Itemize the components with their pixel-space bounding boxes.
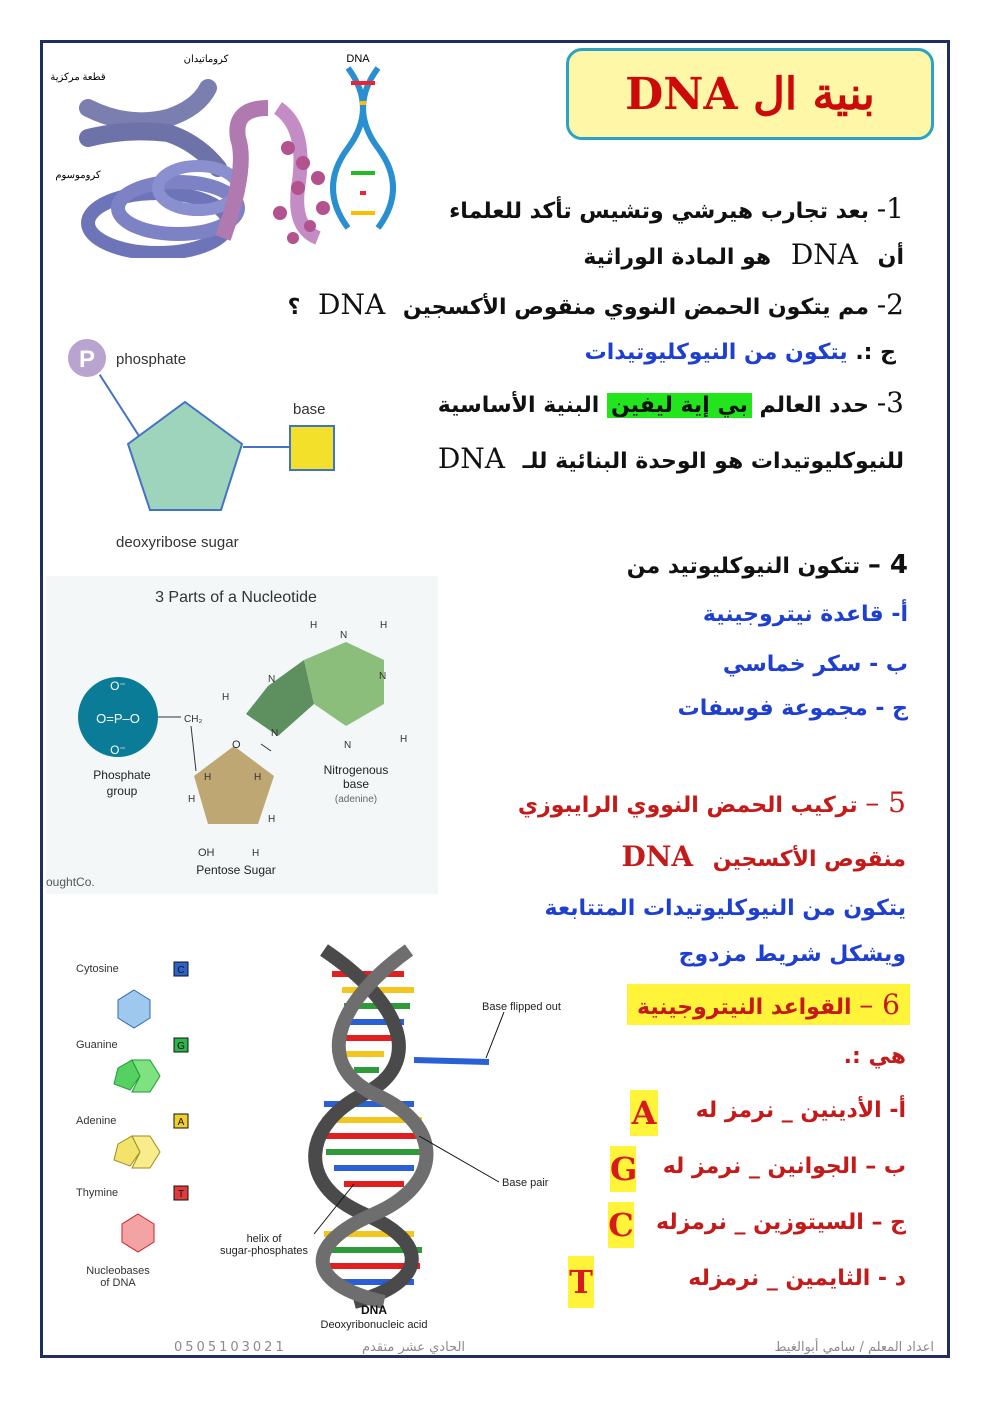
nitrogenous-base-sub: (adenine) bbox=[334, 794, 378, 805]
q5-line3: يتكون من النيوكليوتيدات المتتابعة bbox=[544, 896, 906, 921]
dna-helix-figure bbox=[204, 944, 594, 1339]
label-dna-top: DNA bbox=[346, 53, 370, 65]
base-square bbox=[290, 426, 334, 470]
q3-line1 bbox=[438, 386, 904, 419]
guanine-label: Guanine bbox=[76, 1039, 118, 1051]
cytosine-label: Cytosine bbox=[76, 963, 119, 975]
footer-grade: الحادي عشر متقدم bbox=[362, 1340, 466, 1355]
q5-line4: ويشكل شريط مزدوج bbox=[678, 942, 906, 967]
sugar-h2: H bbox=[254, 772, 262, 783]
base-nh2-h1: H bbox=[310, 620, 318, 631]
q6-item-d: د - الثايمين _ نرمزله bbox=[688, 1266, 906, 1291]
base-nh2-n: N bbox=[340, 630, 348, 641]
nucleobases-figure bbox=[66, 956, 196, 1296]
nitrogenous-base-label: Nitrogenous bbox=[323, 763, 389, 777]
phosphate-o-top: O⁻ bbox=[110, 679, 126, 693]
sugar-h1: H bbox=[204, 772, 212, 783]
q3-text-a: حدد العالم bbox=[759, 393, 870, 418]
letter-a: A bbox=[630, 1090, 658, 1136]
title-box bbox=[566, 48, 934, 140]
base-ring-5 bbox=[246, 660, 314, 736]
q1-line2 bbox=[583, 238, 904, 271]
backbone-label2: sugar-phosphates bbox=[219, 1245, 309, 1257]
sugar-label: deoxyribose sugar bbox=[116, 534, 239, 551]
q6-item-a: أ- الأدينين _ نرمز له bbox=[695, 1098, 906, 1123]
c-box-label: C bbox=[177, 965, 185, 976]
nucleobases-caption2: of DNA bbox=[100, 1277, 136, 1289]
q2-line bbox=[288, 288, 904, 321]
base-h2: H bbox=[400, 734, 408, 745]
a-box-label: A bbox=[177, 1117, 185, 1128]
simple-nucleotide-figure bbox=[58, 332, 358, 557]
q1-line1 bbox=[449, 192, 904, 225]
phosphate-group-label2: group bbox=[106, 784, 138, 798]
q2-answer-line bbox=[585, 340, 896, 365]
helix-subtitle: Deoxyribonucleic acid bbox=[320, 1319, 428, 1331]
q4-num: 4 – bbox=[867, 550, 908, 580]
q6-item-b: ب – الجوانين _ نرمز له bbox=[662, 1154, 906, 1179]
phosphate-group-label: Phosphate bbox=[93, 768, 151, 782]
q3-scientist-name: بي إية ليفين bbox=[607, 393, 752, 418]
dna-helix-mini bbox=[333, 68, 393, 228]
q5-line1 bbox=[518, 786, 906, 819]
q2-num: 2- bbox=[876, 288, 904, 321]
q1-text: بعد تجارب هيرشي وتشيس تأكد للعلماء bbox=[449, 199, 870, 224]
base-flipped-label: Base flipped out bbox=[482, 1001, 561, 1013]
watermark: oughtCo. bbox=[46, 875, 95, 889]
label-chromatid: كروماتيدان bbox=[183, 54, 229, 65]
letter-c: C bbox=[608, 1202, 634, 1248]
q2-answer-prefix: ج :. bbox=[855, 340, 896, 365]
chromosome-figure bbox=[48, 48, 428, 258]
base-ring-6 bbox=[304, 642, 387, 726]
q3-dna: DNA bbox=[437, 442, 505, 475]
base-n3: N bbox=[379, 671, 387, 682]
nucleobases-caption1: Nucleobases bbox=[86, 1265, 150, 1277]
sugar-oh: OH bbox=[198, 847, 215, 859]
base-pair-label: Base pair bbox=[502, 1177, 549, 1189]
q1-dna: DNA bbox=[790, 238, 858, 271]
q5-dna: DNA bbox=[621, 840, 694, 873]
q3-num: 3- bbox=[876, 386, 904, 419]
q6-text: القواعد النيتروجينية bbox=[636, 995, 852, 1020]
q3-line2-text: للنيوكليوتيدات هو الوحدة البنائية للـ bbox=[522, 449, 904, 474]
chromosome-shape bbox=[88, 88, 218, 168]
page-title: بنية ال DNA bbox=[625, 68, 875, 120]
q1-num: 1- bbox=[876, 192, 904, 225]
letter-g: G bbox=[610, 1146, 636, 1192]
sugar-h5: H bbox=[252, 848, 260, 859]
base-n2: N bbox=[271, 728, 279, 739]
adenine-label: Adenine bbox=[76, 1115, 117, 1127]
thymine-label: Thymine bbox=[76, 1187, 119, 1199]
phosphate-center: O=P–O bbox=[96, 711, 140, 726]
phosphate-o-bottom: O⁻ bbox=[110, 743, 126, 757]
q3-text-b: البنية الأساسية bbox=[437, 393, 600, 418]
q2-qmark: ؟ bbox=[287, 295, 301, 320]
footer-teacher: اعداد المعلم / سامي أبوالغيط bbox=[774, 1340, 934, 1355]
q6-intro: هي :. bbox=[843, 1044, 906, 1069]
letter-t: T bbox=[568, 1256, 594, 1308]
q5-line2 bbox=[621, 840, 906, 873]
pentose-pentagon bbox=[194, 746, 274, 824]
q6-num: 6 – bbox=[859, 988, 900, 1021]
q1-an: أن bbox=[877, 245, 904, 270]
q5-num: 5 – bbox=[865, 786, 906, 819]
three-parts-panel bbox=[46, 576, 438, 894]
q5-text: تركيب الحمض النووي الرايبوزي bbox=[517, 793, 858, 818]
q4-item-a: أ- قاعدة نيتروجينية bbox=[702, 602, 908, 627]
base-n1: N bbox=[268, 674, 276, 685]
three-parts-title: 3 Parts of a Nucleotide bbox=[155, 589, 317, 606]
phosphate-label: phosphate bbox=[116, 351, 187, 368]
label-chromosome: كروموسوم bbox=[55, 170, 101, 181]
t-box-label: T bbox=[177, 1189, 185, 1200]
q2-dna: DNA bbox=[318, 288, 386, 321]
backbone-label1: helix of bbox=[246, 1233, 282, 1245]
q3-line2 bbox=[438, 442, 904, 475]
sugar-pentagon bbox=[128, 402, 242, 510]
q4-item-b: ب - سكر خماسي bbox=[722, 652, 908, 677]
pentose-sugar-label: Pentose Sugar bbox=[196, 863, 276, 877]
phosphate-letter: P bbox=[78, 346, 96, 373]
helix-title: DNA bbox=[361, 1303, 387, 1317]
q2-answer: يتكون من النيوكليوتيدات bbox=[584, 340, 848, 365]
sugar-h4: H bbox=[268, 814, 276, 825]
q4-heading bbox=[627, 550, 908, 580]
label-centromere: قطعة مركزية bbox=[50, 72, 106, 83]
sugar-h3: H bbox=[188, 794, 196, 805]
ch2-label: CH₂ bbox=[184, 714, 203, 725]
g-box-label: G bbox=[177, 1041, 185, 1052]
q5-line2-text: منقوص الأكسجين bbox=[712, 847, 906, 872]
nitrogenous-base-label2: base bbox=[342, 777, 370, 791]
sugar-o: O bbox=[232, 739, 241, 751]
q2-text: مم يتكون الحمض النووي منقوص الأكسجين bbox=[402, 295, 870, 320]
q4-text: تتكون النيوكليوتيد من bbox=[626, 554, 861, 579]
cytosine-ring bbox=[118, 990, 150, 1028]
q6-heading bbox=[627, 984, 910, 1025]
q6-item-c: ج – السيتوزين _ نرمزله bbox=[655, 1210, 906, 1235]
flipped-base bbox=[414, 1060, 489, 1062]
q1-tail: هو المادة الوراثية bbox=[583, 245, 772, 270]
q4-item-c: ج - مجموعة فوسفات bbox=[677, 696, 908, 721]
footer-phone: 0505103021 bbox=[174, 1340, 287, 1355]
base-nh2-h2: H bbox=[380, 620, 388, 631]
base-n4: N bbox=[344, 740, 352, 751]
thymine-ring bbox=[122, 1214, 154, 1252]
base-label: base bbox=[293, 401, 326, 418]
three-parts-figure bbox=[46, 576, 438, 894]
base-h1: H bbox=[222, 692, 230, 703]
